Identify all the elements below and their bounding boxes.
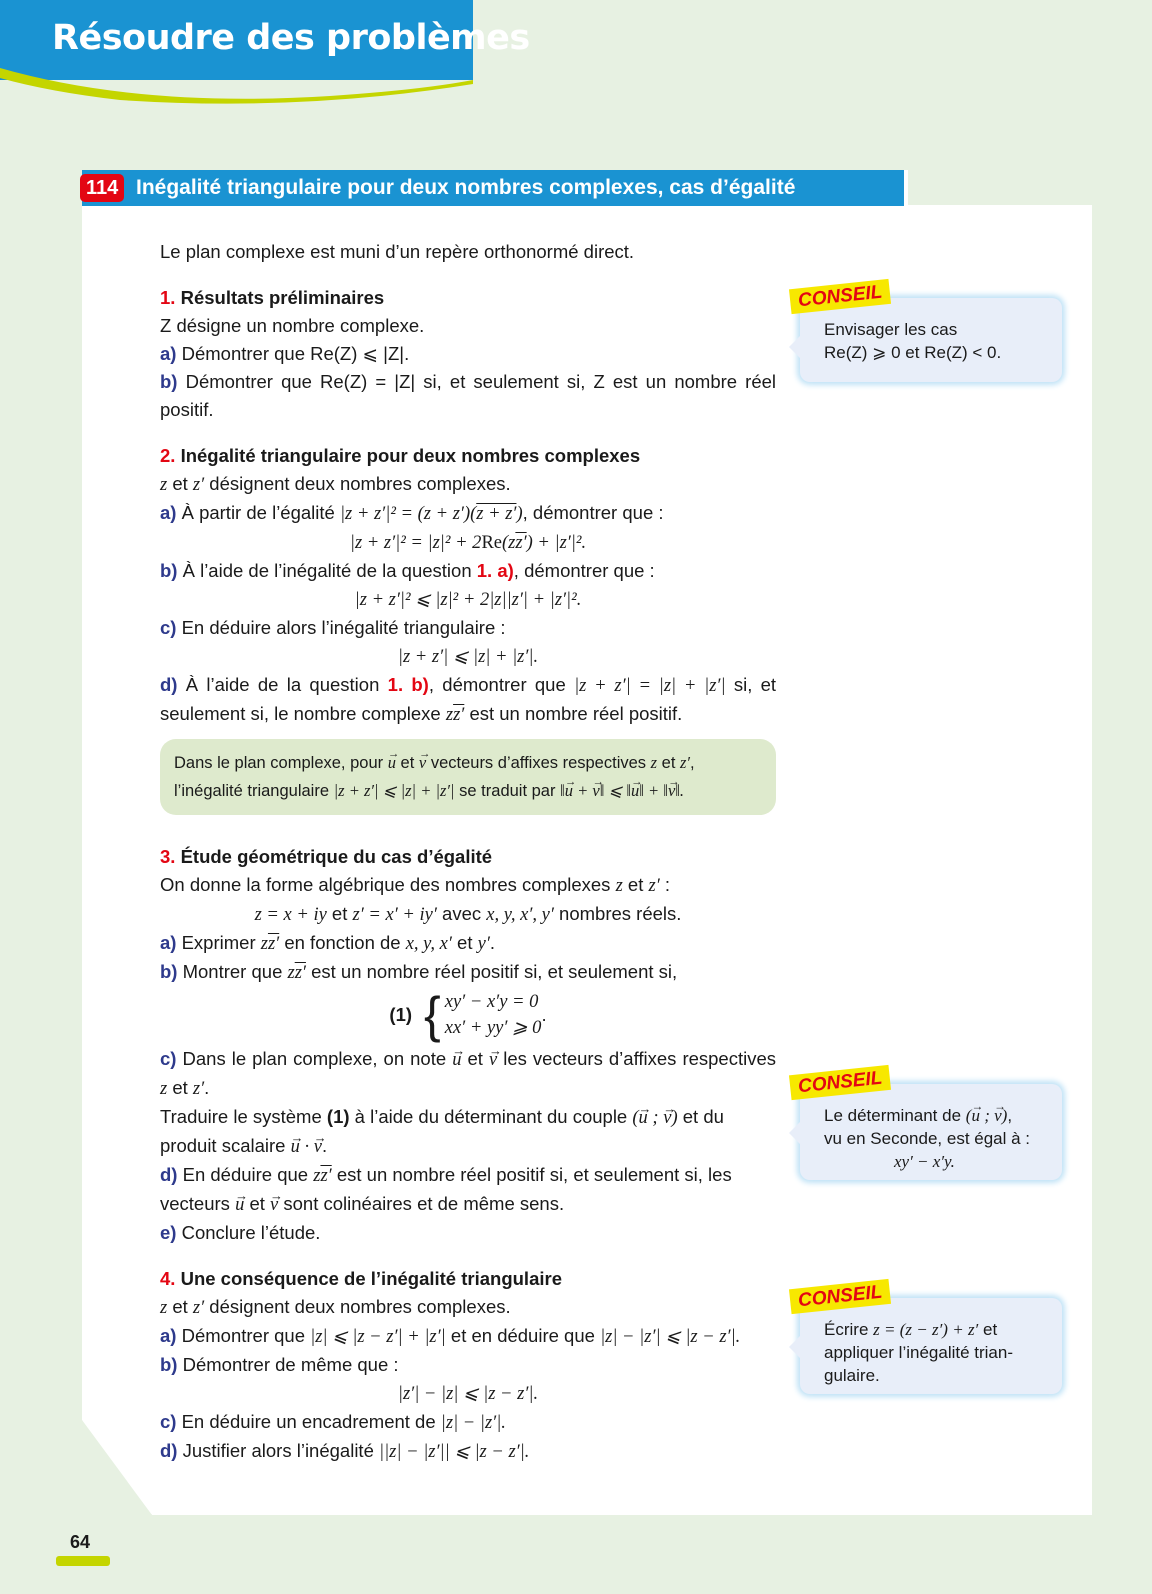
conseil-box-1: CONSEIL Envisager les cas Re(Z) ⩾ 0 et Re(Z) < 0. bbox=[800, 298, 1062, 382]
part2-heading: 2. Inégalité triangulaire pour deux nombres complexes bbox=[160, 445, 641, 466]
intro-text: Le plan complexe est muni d’un repère orthonormé direct. bbox=[160, 241, 635, 262]
formula-2a: |z + z′|² = |z|² + 2Re(zz′) + |z′|². bbox=[349, 533, 587, 553]
formula-2c: |z + z′| ⩽ |z| + |z′|. bbox=[397, 647, 539, 667]
part3-line1: On donne la forme algébrique des nombres complexes z et z′ : bbox=[160, 874, 671, 896]
part3-heading: 3. Étude géométrique du cas d’égalité bbox=[160, 846, 493, 867]
conseil-box-3: CONSEIL Écrire z = (z − z′) + z′ et appliquer l’inégalité trian- gulaire. bbox=[800, 1298, 1062, 1394]
part4-question-b: b) Démontrer de même que : bbox=[160, 1354, 399, 1375]
part3-question-c-line4: produit scalaire → u · → v. bbox=[160, 1132, 776, 1161]
part1-question-b: b) Démontrer que Re(Z) = |Z| si, et seulement si, Z est un nombre réel positif. bbox=[160, 371, 777, 420]
exercise-number-badge: 114 bbox=[80, 174, 124, 202]
conseil-tag: CONSEIL bbox=[789, 279, 892, 314]
part3-question-c-line3: Traduire le système (1) à l’aide du déterminant du couple (→ u ; → v) et du bbox=[160, 1103, 776, 1132]
part2-question-b: b) À l’aide de l’inégalité de la question 1. a), démontrer que : bbox=[160, 560, 655, 581]
part4-question-a: a) Démontrer que |z| ⩽ |z − z′| + |z′| et en déduire que |z| − |z′| ⩽ |z − z′|. bbox=[160, 1325, 741, 1347]
conseil-tag: CONSEIL bbox=[789, 1279, 892, 1314]
part4-question-c: c) En déduire un encadrement de |z| − |z′|. bbox=[160, 1411, 506, 1433]
part1-heading: 1. Résultats préliminaires bbox=[160, 287, 385, 308]
part3-question-d-line2: vecteurs → u et → v sont colinéaires et de même sens. bbox=[160, 1190, 776, 1219]
exercise-content bbox=[160, 238, 776, 1466]
part3-question-b: b) Montrer que zz′ est un nombre réel positif si, et seulement si, bbox=[160, 961, 678, 983]
system-1: (1) { xy′ − x′y = 0 xx′ + yy′ ⩾ 0 . bbox=[389, 987, 547, 1043]
part3-question-a: a) Exprimer zz′ en fonction de x, y, x′ et y′. bbox=[160, 932, 496, 954]
formula-2b: |z + z′|² ⩽ |z|² + 2|z||z′| + |z′|². bbox=[354, 590, 582, 610]
page-number: 64 bbox=[70, 1532, 91, 1552]
conseil-box-2: CONSEIL Le déterminant de (→ u ; → v), vu en Seconde, est égal à : xy′ − x′y. bbox=[800, 1084, 1062, 1180]
part2-question-a: a) À partir de l’égalité |z + z′|² = (z + z′)(z + z′), démontrer que : bbox=[160, 502, 664, 524]
formula-3-forms: z = x + iy et z′ = x′ + iy′ avec x, y, x′, y′ nombres réels. bbox=[254, 903, 682, 925]
page-number-underline bbox=[56, 1556, 110, 1566]
part1-line1: Z désigne un nombre complexe. bbox=[160, 315, 425, 336]
page-title: Résoudre des problèmes bbox=[52, 18, 530, 58]
part4-question-d: d) Justifier alors l’inégalité ||z| − |z′|| ⩽ |z − z′|. bbox=[160, 1440, 530, 1462]
exercise-title: Inégalité triangulaire pour deux nombres complexes, cas d’égalité bbox=[136, 176, 796, 199]
part2-question-d: d) À l’aide de la question 1. b), démontrer que |z + z′| = |z| + |z′| si, et seulement si, le nombre complexe zz′ est un nombre réel positif. bbox=[160, 674, 777, 725]
part3-question-c: c) Dans le plan complexe, on note → u et → v les vecteurs d’affixes respectives z et z′. bbox=[160, 1045, 776, 1103]
formula-4b: |z′| − |z| ⩽ |z − z′|. bbox=[397, 1384, 539, 1404]
part4-line1: z et z′ désignent deux nombres complexes. bbox=[160, 1296, 511, 1318]
part1-question-a: a) Démontrer que Re(Z) ⩽ |Z|. bbox=[160, 343, 410, 364]
info-note: Dans le plan complexe, pour → u et → v vecteurs d’affixes respectives z et z′, l’inégalité triangulaire |z + z′| ⩽ |z| + |z′| se traduit par ‖→ u + → v‖ ⩽ ‖→ u‖ + ‖→ v‖. bbox=[160, 739, 776, 815]
part3-question-e: e) Conclure l’étude. bbox=[160, 1222, 321, 1243]
part2-question-c: c) En déduire alors l’inégalité triangulaire : bbox=[160, 617, 506, 638]
part2-line1: z et z′ désignent deux nombres complexes. bbox=[160, 473, 511, 495]
part4-heading: 4. Une conséquence de l’inégalité triangulaire bbox=[160, 1268, 562, 1289]
conseil-tag: CONSEIL bbox=[789, 1065, 892, 1100]
part3-question-d: d) En déduire que zz′ est un nombre réel positif si, et seulement si, les bbox=[160, 1164, 732, 1186]
